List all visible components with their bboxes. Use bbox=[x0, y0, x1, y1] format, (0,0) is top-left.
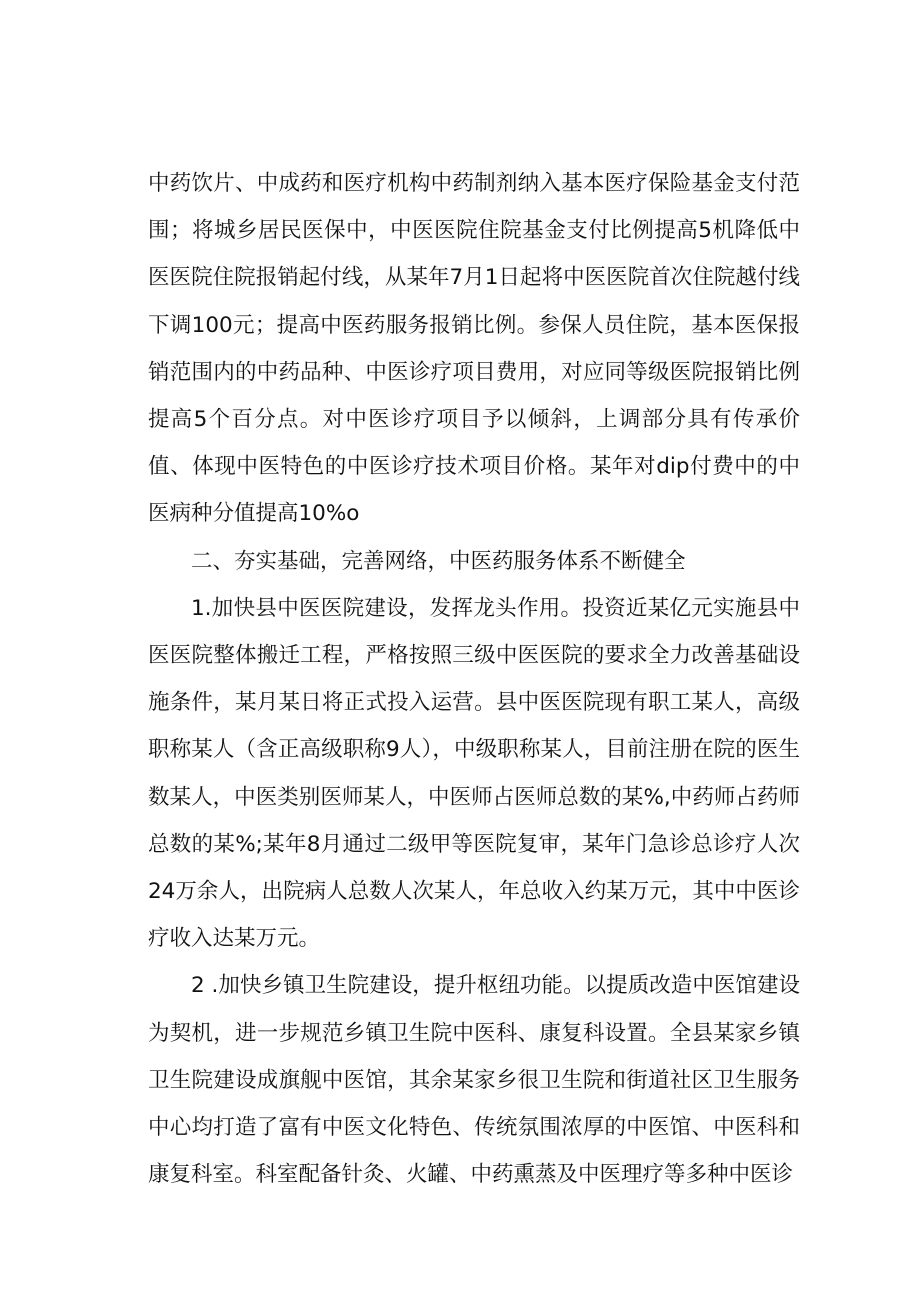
paragraph-item-2: 2 .加快乡镇卫生院建设，提升枢纽功能。以提质改造中医馆建设为契机，进一步规范乡镇卫生院中医科、康复科设置。全县某家乡镇卫生院建设成旗舰中医馆，其余某家乡很卫生院和街道社区卫生服务中心均打造了富有中医文化特色、传统氛围浓厚的中医馆、中医科和康复科室。科室配备针灸、火罐、中药熏蒸及中医理疗等多种中医诊 bbox=[148, 973, 800, 1188]
section-heading: 二、夯实基础，完善网络，中医药服务体系不断健全 bbox=[191, 548, 686, 574]
paragraph-continuation: 中药饮片、中成药和医疗机构中药制剂纳入基本医疗保险基金支付范围；将城乡居民医保中，中医医院住院基金支付比例提高5机降低中医医院住院报销起付线，从某年7月1日起将中医医院首次住院越付线下调100元；提高中医药服务报销比例。参保人员住院，基本医保报销范围内的中药品种、中医诊疗项目费用，对应同等级医院报销比例提高5个百分点。对中医诊疗项目予以倾斜，上调部分具有传承价值、体现中医特色的中医诊疗技术项目价格。某年对dip付费中的中医病种分值提高10%o bbox=[148, 171, 800, 527]
document-body bbox=[148, 160, 800, 1198]
paragraph-item-1: 1.加快县中医医院建设，发挥龙头作用。投资近某亿元实施县中医医院整体搬迁工程，严格按照三级中医医院的要求全力改善基础设施条件，某月某日将正式投入运营。县中医医院现有职工某人，高级职称某人（含正高级职称9人），中级职称某人，目前注册在院的医生数某人，中医类别医师某人，中医师占医师总数的某%,中药师占药师总数的某%;某年8月通过二级甲等医院复审，某年门急诊总诊疗人次24万余人，出院病人总数人次某人，年总收入约某万元，其中中医诊疗收入达某万元。 bbox=[148, 595, 800, 952]
